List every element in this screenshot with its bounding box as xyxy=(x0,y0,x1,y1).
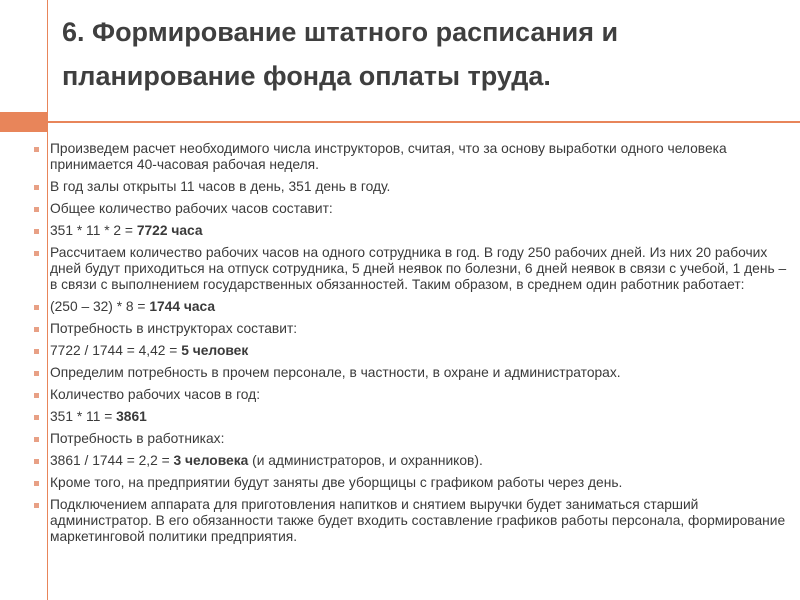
square-bullet-icon xyxy=(34,147,39,152)
title-divider xyxy=(47,121,800,123)
slide-title: 6. Формирование штатного расписания и планирование фонда оплаты труда. xyxy=(62,17,619,91)
bullet-item xyxy=(34,365,790,381)
bullet-item xyxy=(34,431,790,447)
square-bullet-icon xyxy=(34,459,39,464)
bullet-list xyxy=(34,141,790,551)
bullet-text: (250 – 32) * 8 = xyxy=(50,299,150,314)
square-bullet-icon xyxy=(34,437,39,442)
bullet-result: 5 человек xyxy=(181,343,249,358)
bullet-text: Потребность в инструкторах составит: xyxy=(50,321,298,336)
bullet-item xyxy=(34,387,790,403)
bullet-text: 3861 / 1744 = 2,2 = xyxy=(50,453,174,468)
bullet-item xyxy=(34,475,790,491)
bullet-result: 3861 xyxy=(116,409,147,424)
bullet-item xyxy=(34,223,790,239)
bullet-item xyxy=(34,321,790,337)
bullet-item xyxy=(34,179,790,195)
bullet-text: Общее количество рабочих часов составит: xyxy=(50,201,333,216)
square-bullet-icon xyxy=(34,481,39,486)
bullet-text: 7722 / 1744 = 4,42 = xyxy=(50,343,182,358)
square-bullet-icon xyxy=(34,207,39,212)
bullet-text: Потребность в работниках: xyxy=(50,431,225,446)
bullet-result: 1744 часа xyxy=(149,299,216,314)
square-bullet-icon xyxy=(34,415,39,420)
bullet-text: Количество рабочих часов в год: xyxy=(50,387,261,402)
bullet-text: Кроме того, на предприятии будут заняты две уборщицы с графиком работы через день. xyxy=(50,475,623,490)
bullet-text: Произведем расчет необходимого числа инструкторов, считая, что за основу выработки одного человека принимается 40-часовая рабочая неделя. xyxy=(50,141,727,172)
bullet-item xyxy=(34,299,790,315)
square-bullet-icon xyxy=(34,503,39,508)
square-bullet-icon xyxy=(34,393,39,398)
bullet-item xyxy=(34,201,790,217)
bullet-text: В год залы открыты 11 часов в день, 351 день в году. xyxy=(50,179,391,194)
bullet-text: 351 * 11 = xyxy=(50,409,117,424)
square-bullet-icon xyxy=(34,371,39,376)
square-bullet-icon xyxy=(34,229,39,234)
bullet-item xyxy=(34,409,790,425)
bullet-result: 3 человека xyxy=(173,453,249,468)
accent-square xyxy=(0,112,47,132)
bullet-item xyxy=(34,245,790,293)
bullet-item xyxy=(34,497,790,545)
bullet-item xyxy=(34,141,790,173)
square-bullet-icon xyxy=(34,305,39,310)
square-bullet-icon xyxy=(34,251,39,256)
bullet-item xyxy=(34,343,790,359)
bullet-text: 351 * 11 * 2 = xyxy=(50,223,137,238)
bullet-text-tail: (и администраторов, и охранников). xyxy=(248,453,483,468)
bullet-result: 7722 часа xyxy=(136,223,203,238)
bullet-text: Определим потребность в прочем персонале, в частности, в охране и администраторах. xyxy=(50,365,621,380)
bullet-text: Рассчитаем количество рабочих часов на одного сотрудника в год. В году 250 рабочих дней. Из них 20 рабочих дней будут приходиться на отпуск сотрудника, 5 дней неявок по болезни, 6 дней неявок в связи с учебой, 1 день – в связи с выполнением государственных обязанностей. Таким образом, в среднем один работник работает: xyxy=(50,245,787,292)
bullet-text: Подключением аппарата для приготовления напитков и снятием выручки будет заниматься старший администратор. В его обязанности также будет входить составление графиков работы персонала, формирование маркетинговой политики предприятия. xyxy=(50,497,786,544)
square-bullet-icon xyxy=(34,349,39,354)
bullet-item xyxy=(34,453,790,469)
square-bullet-icon xyxy=(34,185,39,190)
square-bullet-icon xyxy=(34,327,39,332)
